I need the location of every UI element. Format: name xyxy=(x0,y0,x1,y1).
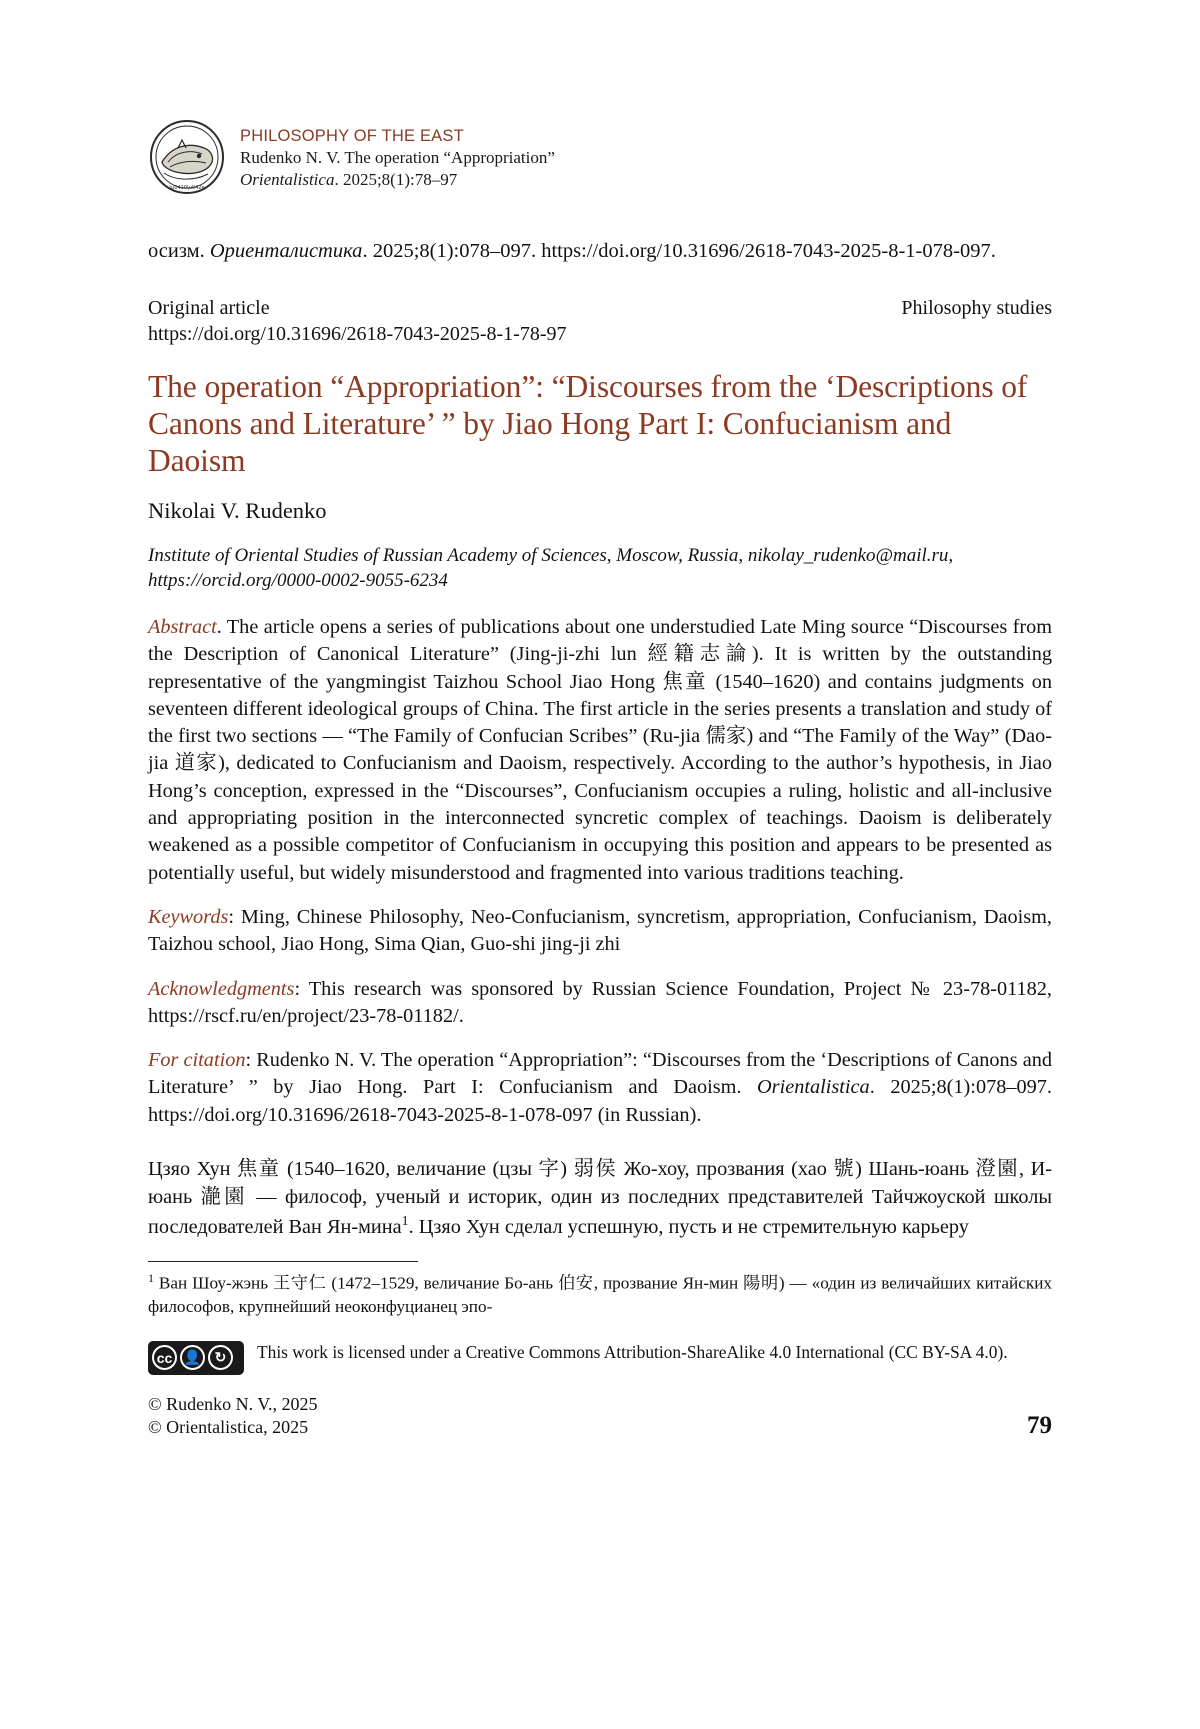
cc-icon: cc xyxy=(152,1345,177,1370)
abstract-label: Abstract xyxy=(148,615,217,638)
acknowledgments-text: : This research was sponsored by Russian Science Foundation, Project № 23-78-01182, https://rscf.ru/en/project/23-78-01182/. xyxy=(148,977,1052,1027)
footnote xyxy=(148,1271,1052,1318)
continued-citation-end: . 2025;8(1):078–097. https://doi.org/10.31696/2618-7043-2025-8-1-078-097. xyxy=(362,240,996,262)
copyright-author: © Rudenko N. V., 2025 xyxy=(148,1393,318,1414)
footnote-text: Ван Шоу-жэнь 王守仁 (1472–1529, величание Бо-ань 伯安, прозвание Ян-мин 陽明) — «один из величайших китайских философов, крупнейший неоконфуцианец эпо- xyxy=(148,1273,1052,1316)
runhead-section: PHILOSOPHY OF THE EAST xyxy=(240,127,464,145)
journal-emblem-icon xyxy=(148,118,226,196)
runhead-journal-name: Orientalistica xyxy=(240,169,335,189)
continued-citation xyxy=(148,238,1052,265)
runhead-journal-line xyxy=(240,169,555,191)
running-head xyxy=(148,118,1052,196)
page-number: 79 xyxy=(1027,1412,1052,1440)
cc-by-icon: 👤 xyxy=(180,1345,205,1370)
article-doi[interactable]: https://doi.org/10.31696/2618-7043-2025-8-1-78-97 xyxy=(148,323,567,346)
copyright-journal: © Orientalistica, 2025 xyxy=(148,1417,309,1438)
acknowledgments-paragraph xyxy=(148,976,1052,1031)
page-footer xyxy=(148,1393,1052,1441)
keywords-text: : Ming, Chinese Philosophy, Neo-Confucianism, syncretism, appropriation, Confucianism, Daoism, Taizhou school, Jiao Hong, Sima Qian, Guo-shi jing-ji zhi xyxy=(148,905,1052,956)
for-citation-label: For citation xyxy=(148,1049,246,1072)
for-citation-text-a: : Rudenko N. V. The operation “Appropriation”: “Discourses from the ‘Descriptions of Canons and Literature’ ” by Jiao Hong. Part I: Confucianism and Daoism. xyxy=(148,1049,1052,1099)
article-rubric: Philosophy studies xyxy=(901,297,1052,320)
continued-citation-start: осизм. xyxy=(148,240,210,262)
body-paragraph-russian xyxy=(148,1155,1052,1241)
keywords-paragraph xyxy=(148,904,1052,959)
abstract-paragraph xyxy=(148,614,1052,887)
author-name: Nikolai V. Rudenko xyxy=(148,497,327,523)
footnote-number: 1 xyxy=(148,1271,154,1286)
cc-sa-icon: ↻ xyxy=(208,1345,233,1370)
runhead-citation-line: Rudenko N. V. The operation “Appropriation” xyxy=(240,147,555,167)
acknowledgments-label: Acknowledgments xyxy=(148,977,295,1000)
page-title: The operation “Appropriation”: “Discourses from the ‘Descriptions of Canons and Literature’ ” by Jiao Hong Part I: Confucianism and Daoism xyxy=(148,369,1028,478)
author-affiliation: Institute of Oriental Studies of Russian Academy of Sciences, Moscow, Russia, nikolay_rudenko@mail.ru, https://orcid.org/0000-0002-9055-6234 xyxy=(148,545,954,592)
body-russian-text: Цзяо Хун 焦童 (1540–1620, величание (цзы 字) 弱侯 Жо-хоу, прозвания (хао 號) Шань-юань 澄園, И-юань 濪園 — философ, ученый и историк, один из последних представителей Тайчжоуской школы последователей Ван Ян-мина xyxy=(148,1157,1052,1238)
license-text: This work is licensed under a Creative Commons Attribution-ShareAlike 4.0 International (CC BY-SA 4.0). xyxy=(257,1341,1008,1362)
copyright-block xyxy=(148,1393,318,1441)
runhead-issue: . 2025;8(1):78–97 xyxy=(334,169,458,189)
footnote-reference[interactable]: 1 xyxy=(401,1212,409,1228)
abstract-text: . The article opens a series of publications about one understudied Late Ming source “Discourses from the Description of Canonical Literature” (Jing-ji-zhi lun 經籍志論). It is written by the outstanding representative of the yangmingist Taizhou School Jiao Hong 焦童 (1540–1620) and contains judgments on seventeen different ideological groups of China. The first article in the series presents a translation and study of the first two sections — “The Family of Confucian Scribes” (Ru-jia 儒家) and “The Family of the Way” (Dao-jia 道家), dedicated to Confucianism and Daoism, respectively. According to the author’s hypothesis, in Jiao Hong’s conception, expressed in the “Discourses”, Confucianism occupies a ruling, holistic and all-inclusive and appropriating position in the interconnected syncretic complex of teachings. Daoism is deliberately weakened as a possible competitor of Confucianism in occupying this position and appears to be presented as potentially useful, but widely misunderstood and fragmented into various traditions teaching. xyxy=(148,615,1052,884)
continued-citation-journal: Ориенталистика xyxy=(209,240,363,262)
footnote-separator xyxy=(148,1261,418,1262)
svg-text:\u0410\u042e: \u0410\u042e xyxy=(169,185,205,191)
for-citation-paragraph xyxy=(148,1047,1052,1129)
body-russian-tail: . Цзяо Хун сделал успешную, пусть и не стремительную карьеру xyxy=(408,1215,969,1238)
article-type: Original article xyxy=(148,297,270,320)
cc-badge-caption: BY SA xyxy=(6,1719,31,1728)
for-citation-journal: Orientalistica xyxy=(757,1076,870,1099)
keywords-label: Keywords xyxy=(148,905,229,928)
for-citation-text-b: . 2025;8(1):078–097. https://doi.org/10.31696/2618-7043-2025-8-1-078-097 (in Russian). xyxy=(148,1076,1052,1126)
article-meta-row xyxy=(148,295,1052,321)
